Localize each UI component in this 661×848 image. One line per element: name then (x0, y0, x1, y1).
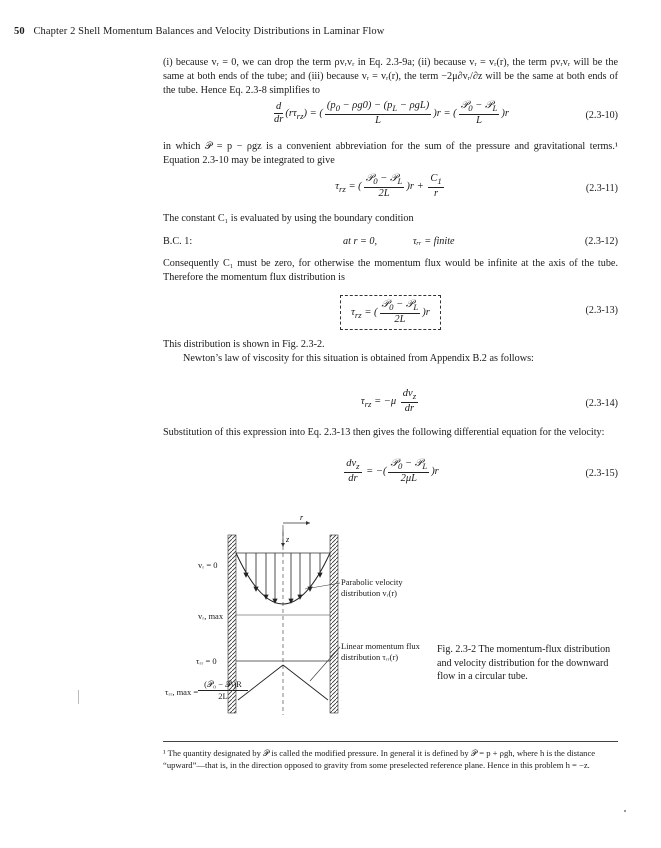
label-linear: Linear momentum flux distribution τᵣᵣ(r) (341, 641, 420, 662)
label-tau-max-lhs: τᵣᵣ, max = (165, 687, 199, 697)
paragraph-shown: This distribution is shown in Fig. 2.3-2. (163, 339, 325, 350)
equation-number: (2.3-12) (584, 236, 618, 247)
paragraph-substitution: Substitution of this expression into Eq. 2.3-13 then gives the following differential equation for the velocity: (163, 427, 605, 438)
equation-2-3-15 (163, 458, 618, 492)
equation-number: (2.3-13) (585, 305, 618, 316)
figure-caption (437, 643, 619, 684)
equation-number: (2.3-10) (585, 110, 618, 121)
tube-wall-right (330, 535, 338, 713)
equation-number: (2.3-15) (585, 468, 618, 479)
figure-2-3-2 (0, 515, 661, 725)
momentum-flux-line-right (283, 665, 328, 700)
equation-2-3-13 (163, 291, 618, 331)
margin-mark (78, 690, 79, 704)
equation-2-3-10 (163, 100, 618, 134)
page-number: 50 (14, 26, 25, 37)
equation-2-3-14-expression: $\tau_{rz} = -\mu$ $\frac{dv_z}{dr}$ (360, 388, 417, 415)
equation-2-3-11-expression: $\tau_{rz}$ = ( $\frac{𝒫_0 - 𝒫_L}{2L}$ )r + $\frac{C_1}{r}$ (335, 173, 442, 200)
caption-label: Fig. 2.3-2 (437, 644, 477, 655)
z-axis-label: z (286, 535, 290, 544)
running-title: Chapter 2 Shell Momentum Balances and Velocity Distributions in Laminar Flow (33, 26, 385, 37)
bc-label: B.C. 1: (163, 236, 193, 247)
tau-max-denominator: 2L (218, 691, 228, 701)
label-parabolic: Parabolic velocity distribution vᵣ(r) (341, 577, 403, 598)
footnote: ¹ The quantity designated by 𝒫 is called the modified pressure. In general it is defined by 𝒫 = p + ρgh, where h is the distance “upward”—that is, in the direction opposed to gravity from some preselected reference plane. Hence in this problem h = −z. (163, 748, 596, 770)
paragraph-newton: Newton’s law of viscosity for this situation is obtained from Appendix B.2 as follows: (183, 353, 534, 364)
paragraph-modified-pressure: in which 𝒫 = p − ρgz is a convenient abbreviation for the sum of the pressure and gravitational terms.¹ Equation 2.3-10 may be integrated to give (163, 141, 618, 167)
equation-2-3-14 (163, 388, 618, 422)
paragraph-constant: The constant C₁ is evaluated by using the boundary condition (163, 213, 414, 224)
equation-2-3-10-expression: $\frac{d}{dr}$ $(r\tau_{rz})$ = ( $\frac{(p_0 - \rho g0) - (p_L - \rho gL)}{L}$ )r = ( $\frac{𝒫_0 - 𝒫_L}{L}$ )r (273, 100, 510, 127)
tau-max-numerator: (𝒫₀ − 𝒫ₗ)R (198, 679, 248, 691)
label-vz-max: vᵣ, max (198, 611, 224, 621)
equation-number: (2.3-14) (585, 398, 618, 409)
equation-2-3-15-expression: $\frac{dv_z}{dr}$ = −( $\frac{𝒫_0 - 𝒫_L}{2\mu L}$ )r (346, 458, 439, 485)
label-vz-zero: vᵣ = 0 (198, 560, 218, 570)
r-axis-label: r (300, 515, 304, 522)
equation-2-3-13-expression: $\tau_{rz}$ = ( $\frac{𝒫_0 - 𝒫_L}{2L}$ )r (163, 295, 618, 330)
label-tau-max-fraction (198, 679, 248, 701)
footnote-rule (163, 741, 618, 742)
caption-text: The momentum-flux distribution and velocity distribution for the downward flow in a circular tube. (437, 644, 611, 682)
equation-2-3-11 (163, 173, 618, 207)
bc-condition: at r = 0, (343, 236, 378, 247)
bc-result: τᵣᵣ = finite (413, 236, 455, 247)
running-header (14, 26, 384, 37)
equation-number: (2.3-11) (585, 183, 618, 194)
scan-speck (624, 810, 626, 812)
label-tau-zero: τᵣᵣ = 0 (196, 656, 217, 666)
paragraph-consequently: Consequently C₁ must be zero, for otherwise the momentum flux would be infinite at the axis of the tube. Therefore the momentum flux distribution is (163, 258, 618, 284)
figure-svg (0, 515, 661, 725)
paragraph-intro: (i) because vᵣ = 0, we can drop the term ρvᵣvᵣ in Eq. 2.3-9a; (ii) because vᵣ = vᵣ(r), the term ρvᵣvᵣ will be the same at both ends of the tube; and (iii) because vᵣ = vᵣ(r), the term −2μ∂vᵣ/∂z will be the same at both ends of the tube. Hence Eq. 2.3-8 simplifies to (163, 57, 618, 97)
